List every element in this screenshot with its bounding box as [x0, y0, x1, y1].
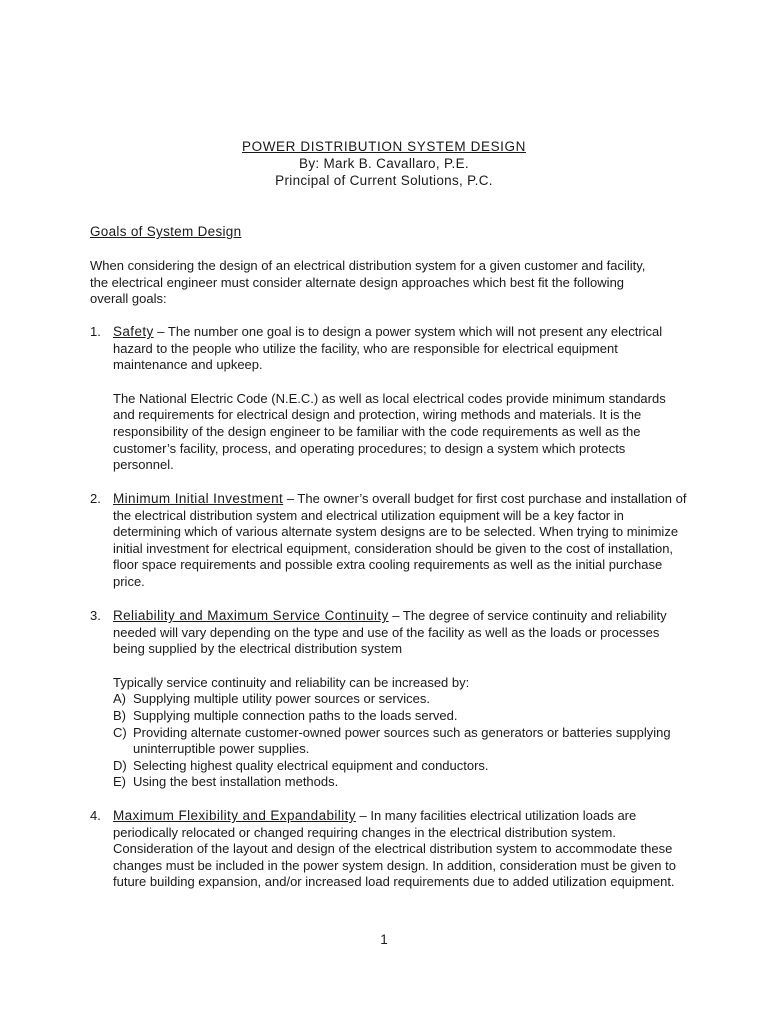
goal-number: 1.	[90, 324, 101, 339]
document-affiliation: Principal of Current Solutions, P.C.	[275, 173, 493, 188]
goal-text: – In many facilities electrical utilization loads are periodically relocated or changed requiring changes in the electrical distribution system. Consideration of the layout and design of the electrical distribution system to accommodate these changes must be included in the power system design. In addition, consideration must be given to future building expansion, and/or increased load requirements due to added utilization equipment.	[113, 808, 676, 890]
document-header	[0, 138, 768, 189]
goal-item-safety	[90, 324, 690, 474]
page-number: 1	[380, 932, 388, 947]
list-item-text: Supplying multiple connection paths to the loads served.	[133, 707, 458, 723]
list-item	[113, 774, 688, 791]
goal-heading: Minimum Initial Investment	[113, 491, 284, 506]
list-item-text: Providing alternate customer-owned power sources such as generators or batteries supplying uninterruptible power supplies.	[133, 724, 671, 757]
list-item	[113, 691, 688, 708]
goal-paragraph	[113, 608, 688, 658]
goal-paragraph	[113, 491, 688, 591]
document-author: By: Mark B. Cavallaro, P.E.	[299, 156, 469, 171]
goal-heading: Reliability and Maximum Service Continuity	[113, 608, 389, 623]
goal-secondary-paragraph: The National Electric Code (N.E.C.) as well as local electrical codes provide minimum standards and requirements for electrical design and protection, wiring methods and materials. It is the responsibility of the design engineer to be familiar with the code requirements as well as the customer’s facility, process, and operating procedures; to design a system which protects personnel.	[113, 390, 666, 473]
goal-item-minimum-initial-investment	[90, 491, 690, 591]
list-item	[113, 725, 688, 758]
goal-number: 3.	[90, 608, 101, 623]
goal-item-flexibility	[90, 808, 690, 891]
list-item-text: Using the best installation methods.	[133, 774, 339, 790]
list-item	[113, 758, 688, 775]
goal-text: – The degree of service continuity and reliability needed will vary depending on the type and use of the facility as well as the loads or processes being supplied by the electrical distribution system	[113, 608, 667, 657]
goal-number: 2.	[90, 491, 101, 506]
goal-number: 4.	[90, 808, 101, 823]
list-item-text: Selecting highest quality electrical equipment and conductors.	[133, 757, 489, 773]
list-item	[113, 708, 688, 725]
goal-heading: Safety	[113, 324, 154, 339]
list-letter: E)	[113, 774, 126, 790]
goal-heading: Maximum Flexibility and Expandability	[113, 808, 356, 823]
goal-item-reliability	[90, 608, 690, 791]
goal-secondary-paragraph: Typically service continuity and reliability can be increased by:	[113, 674, 470, 690]
goal-paragraph	[113, 324, 688, 374]
list-letter: A)	[113, 691, 126, 707]
document-title: POWER DISTRIBUTION SYSTEM DESIGN	[242, 139, 526, 154]
list-item-text: Supplying multiple utility power sources or services.	[133, 691, 430, 707]
list-letter: B)	[113, 707, 126, 723]
intro-paragraph: When considering the design of an electrical distribution system for a given customer and facility, the electrical engineer must consider alternate design approaches which best fit the following overall goals:	[90, 258, 646, 307]
section-heading: Goals of System Design	[90, 224, 242, 239]
list-letter: C)	[113, 724, 127, 740]
goal-text: – The number one goal is to design a power system which will not present any electrical hazard to the people who utilize the facility, who are responsible for electrical equipment maintenance and upkeep.	[113, 324, 663, 373]
goal-paragraph	[113, 808, 688, 891]
list-letter: D)	[113, 757, 127, 773]
goal-text: – The owner’s overall budget for first cost purchase and installation of the electrical distribution system and electrical utilization equipment will be a key factor in determining which of various alternate system designs are to be selected. When trying to minimize initial investment for electrical equipment, consideration should be given to the cost of installation, floor space requirements and possible extra cooling requirements as well as the initial purchase price.	[113, 491, 687, 589]
reliability-methods-list	[113, 691, 688, 791]
